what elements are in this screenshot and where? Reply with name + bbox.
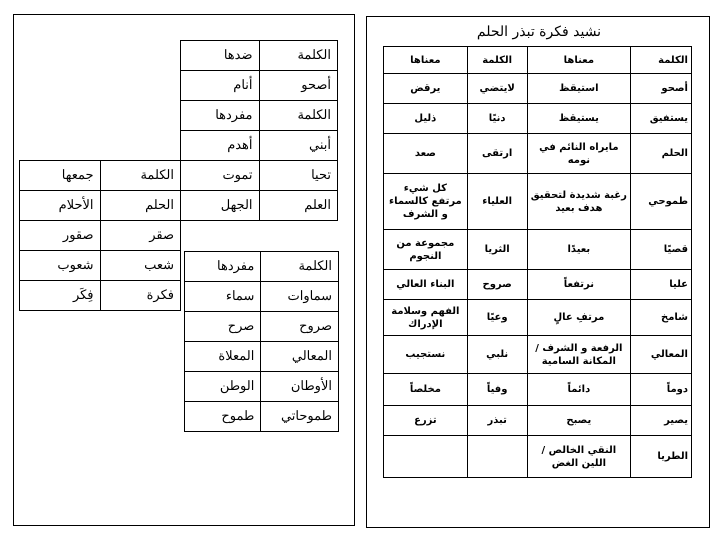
- word-cell: أبني: [259, 131, 337, 161]
- value-cell: سماء: [185, 282, 261, 312]
- word-cell: قصيًا: [631, 230, 692, 270]
- word-cell: لايتضي: [467, 74, 527, 104]
- word-cell: نلبي: [467, 336, 527, 374]
- table-row: [384, 336, 692, 374]
- word-cell: يصير: [631, 406, 692, 436]
- header-cell: معناها: [527, 47, 631, 74]
- table-row: [384, 230, 692, 270]
- table-row: [185, 402, 339, 432]
- header-cell: الكلمة: [259, 41, 337, 71]
- meaning-cell: النقي الخالص / اللين الغض: [527, 436, 631, 478]
- word-cell: يستفيق: [631, 104, 692, 134]
- word-cell: وعيًا: [467, 300, 527, 336]
- word-cell: طموحي: [631, 174, 692, 230]
- word-cell: فكرة: [100, 281, 180, 311]
- header-cell: الكلمة: [631, 47, 692, 74]
- table-row: [185, 312, 339, 342]
- table-row: [384, 406, 692, 436]
- table-row: [181, 161, 338, 191]
- meaning-cell: مرتفِ عالٍ: [527, 300, 631, 336]
- table-row: [384, 374, 692, 406]
- header-cell: معناها: [384, 47, 468, 74]
- table-row: [384, 270, 692, 300]
- meaning-cell: البناء العالي: [384, 270, 468, 300]
- header-cell: الكلمة: [261, 252, 339, 282]
- meaning-cell: [384, 436, 468, 478]
- table-row: [181, 101, 338, 131]
- word-cell: الطريا: [631, 436, 692, 478]
- word-cell: وفياً: [467, 374, 527, 406]
- meaning-cell: يستيقظ: [527, 104, 631, 134]
- header-cell: مفردها: [185, 252, 261, 282]
- word-cell: أصحو: [259, 71, 337, 101]
- table-row: [384, 174, 692, 230]
- word-cell: العلياء: [467, 174, 527, 230]
- vocab-title: نشيد فكرة تبذر الحلم: [476, 24, 602, 40]
- value-cell: المعلاة: [185, 342, 261, 372]
- word-cell: الأوطان: [261, 372, 339, 402]
- table-header-row: [181, 41, 338, 71]
- word-cell: صقر: [100, 221, 180, 251]
- word-cell: دوماً: [631, 374, 692, 406]
- word-cell: العلم: [259, 191, 337, 221]
- plurals-table: [19, 160, 181, 311]
- header-cell: ضدها: [181, 41, 260, 71]
- meaning-cell: مايراه النائم في نومه: [527, 134, 631, 174]
- value-cell: مفردها: [181, 101, 260, 131]
- value-cell: صقور: [20, 221, 101, 251]
- table-row: [181, 191, 338, 221]
- value-cell: الوطن: [185, 372, 261, 402]
- singulars-table: [184, 251, 339, 432]
- table-row: [384, 436, 692, 478]
- word-cell: المعالي: [631, 336, 692, 374]
- meaning-cell: الرفعة و الشرف / المكانة السامية: [527, 336, 631, 374]
- meaning-cell: استيقظ: [527, 74, 631, 104]
- value-cell: الجهل: [181, 191, 260, 221]
- meaning-cell: يرقض: [384, 74, 468, 104]
- value-cell: شعوب: [20, 251, 101, 281]
- opposites-table: [180, 40, 338, 221]
- meaning-cell: دائماً: [527, 374, 631, 406]
- word-cell: صروح: [261, 312, 339, 342]
- word-cell: طموحاتي: [261, 402, 339, 432]
- meaning-cell: مخلصاً: [384, 374, 468, 406]
- table-row: [185, 342, 339, 372]
- word-cell: الحلم: [100, 191, 180, 221]
- value-cell: طموح: [185, 402, 261, 432]
- table-row: [185, 282, 339, 312]
- value-cell: فِكَر: [20, 281, 101, 311]
- value-cell: أهدم: [181, 131, 260, 161]
- value-cell: الأحلام: [20, 191, 101, 221]
- table-header-row: [185, 252, 339, 282]
- table-row: [384, 104, 692, 134]
- vocab-table: [383, 46, 692, 478]
- table-row: [181, 131, 338, 161]
- header-cell: الكلمة: [100, 161, 180, 191]
- meaning-cell: نرتفعاً: [527, 270, 631, 300]
- meaning-cell: مجموعة من النجوم: [384, 230, 468, 270]
- table-row: [384, 74, 692, 104]
- word-cell: [467, 436, 527, 478]
- table-header-row: [20, 161, 181, 191]
- meaning-cell: الفهم وسلامة الإدراك: [384, 300, 468, 336]
- table-row: [185, 372, 339, 402]
- word-cell: المعالي: [261, 342, 339, 372]
- table-row: [20, 221, 181, 251]
- header-cell: الكلمة: [467, 47, 527, 74]
- value-cell: صرح: [185, 312, 261, 342]
- word-cell: أصحو: [631, 74, 692, 104]
- word-cell: الثريا: [467, 230, 527, 270]
- header-cell: جمعها: [20, 161, 101, 191]
- meaning-cell: رغبة شديدة لتحقيق هدف بعيد: [527, 174, 631, 230]
- value-cell: تموت: [181, 161, 260, 191]
- table-row: [384, 134, 692, 174]
- word-cell: سماوات: [261, 282, 339, 312]
- word-cell: دنيًا: [467, 104, 527, 134]
- word-cell: الكلمة: [259, 101, 337, 131]
- word-cell: صروح: [467, 270, 527, 300]
- word-cell: شامخ: [631, 300, 692, 336]
- meaning-cell: تزرع: [384, 406, 468, 436]
- meaning-cell: يصبح: [527, 406, 631, 436]
- word-cell: تحيا: [259, 161, 337, 191]
- meaning-cell: نستجيب: [384, 336, 468, 374]
- table-row: [384, 300, 692, 336]
- meaning-cell: ذليل: [384, 104, 468, 134]
- meaning-cell: صعد: [384, 134, 468, 174]
- meaning-cell: بعيدًا: [527, 230, 631, 270]
- table-row: [20, 251, 181, 281]
- word-cell: شعب: [100, 251, 180, 281]
- table-row: [181, 71, 338, 101]
- table-header-row: [384, 47, 692, 74]
- table-row: [20, 191, 181, 221]
- word-cell: ارتقى: [467, 134, 527, 174]
- table-row: [20, 281, 181, 311]
- word-cell: عليا: [631, 270, 692, 300]
- value-cell: أنام: [181, 71, 260, 101]
- meaning-cell: كل شيء مرتفع كالسماء و الشرف: [384, 174, 468, 230]
- word-cell: تبذر: [467, 406, 527, 436]
- word-cell: الحلم: [631, 134, 692, 174]
